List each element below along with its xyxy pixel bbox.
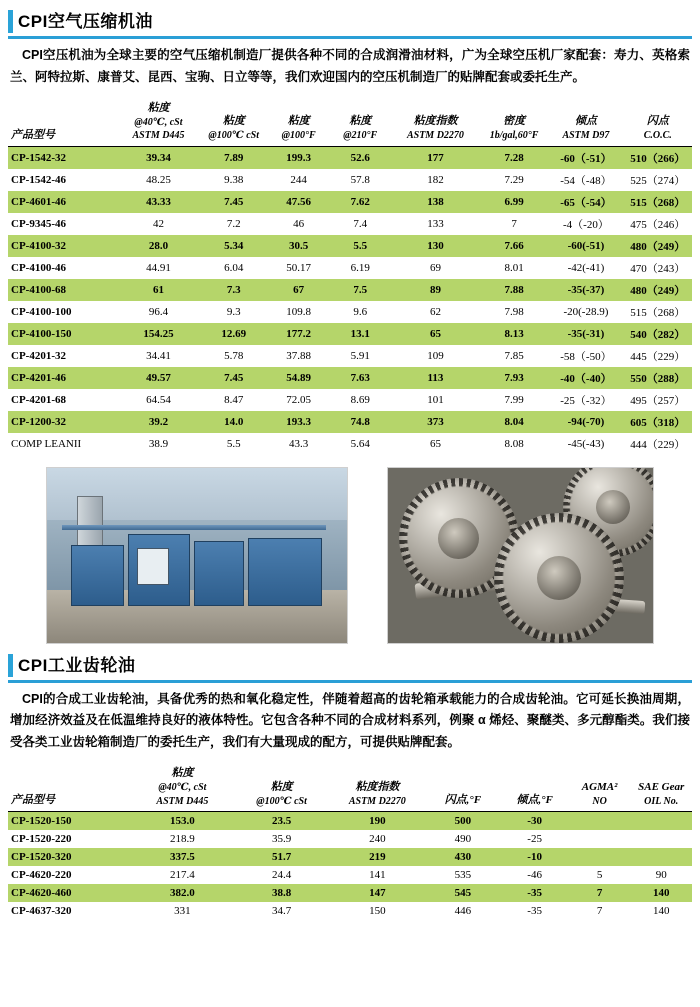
cell-viscosity-100f: 47.56 [268,191,330,213]
cell-product-model: COMP LEANII [11,437,82,450]
cell-pour-point: -94(-70) [548,411,623,433]
cell-pour-point: -54（-48） [560,174,612,187]
photo-pipe [62,525,326,530]
cell-viscosity-40c: 218.9 [170,833,195,846]
th-viscosity-100f: 粘度 @100°F [281,115,316,142]
air-compressor-oil-table [8,99,692,455]
cell-pour-point: -30 [500,812,568,831]
industrial-gear-oil-table [8,764,692,920]
cell-viscosity-210f: 5.91 [350,349,370,362]
cell-density: 7.28 [480,146,548,169]
cell-pour-point: -35 [527,905,542,918]
th-flash-point: 闪点 C.O.C. [643,115,672,142]
th-flash-point: 闪点,°F [444,794,482,807]
cell-viscosity-100f: 193.3 [268,411,330,433]
cell-viscosity-100c: 9.3 [226,305,241,318]
cell-sae-gear-oil-no [630,812,692,831]
cell-product-model: CP-4100-32 [8,235,117,257]
cell-flash-point: 605（318） [624,411,692,433]
cell-viscosity-index: 109 [427,349,444,362]
cell-density: 7.99 [504,393,524,406]
heading-accent-bar [8,10,13,33]
cell-product-model: CP-1542-46 [11,173,66,186]
th-viscosity-index: 粘度指数 ASTM D2270 [406,115,464,142]
cell-viscosity-40c: 28.0 [117,235,199,257]
cell-viscosity-40c: 153.0 [131,812,234,831]
cell-viscosity-index: 138 [391,191,480,213]
cell-density: 7.66 [480,235,548,257]
table2-header-row [8,764,692,811]
cell-viscosity-40c: 96.4 [148,305,169,318]
cell-viscosity-210f: 5.5 [329,235,391,257]
cell-viscosity-index: 62 [429,305,441,318]
cell-flash-point: 480（249） [624,279,692,301]
industrial-gear-oil-table-wrap [8,764,692,920]
cell-viscosity-100c: 7.3 [200,279,268,301]
cell-pour-point: -58（-50） [560,350,612,363]
cell-viscosity-210f: 8.69 [350,393,370,406]
cell-viscosity-40c: 38.9 [148,437,169,450]
cell-pour-point: -65（-54） [548,191,623,213]
cell-flash-point: 445（229） [630,350,686,363]
cell-viscosity-100f: 244 [290,173,307,186]
cell-sae-gear-oil-no [630,830,692,848]
cell-viscosity-100f: 177.2 [268,323,330,345]
cell-viscosity-210f: 7.4 [353,217,368,230]
th-product-model: 产品型号 [11,794,55,807]
table-row [8,367,692,389]
cell-flash-point: 515（268） [624,191,692,213]
cell-viscosity-210f: 57.8 [350,173,370,186]
cell-viscosity-210f: 52.6 [329,146,391,169]
cell-pour-point: -4（-20） [563,218,609,231]
table-row [8,848,692,866]
cell-viscosity-index: 113 [391,367,480,389]
air-compressor-plant-photo [46,467,348,644]
cell-pour-point: -35 [500,884,568,902]
cell-viscosity-40c: 49.57 [117,367,199,389]
cell-viscosity-index: 150 [369,905,386,918]
photo-control-panel [137,548,169,585]
table-row [8,169,692,191]
th-viscosity-210f: 粘度 @210°F [343,115,378,142]
cell-pour-point: -25（-32） [560,394,612,407]
cell-flash-point: 490 [454,833,472,846]
cell-density: 7.85 [504,349,524,362]
cell-product-model: CP-1520-320 [8,848,131,866]
cell-viscosity-100c: 23.5 [234,812,330,831]
cell-product-model: CP-4100-68 [8,279,117,301]
cell-viscosity-index: 373 [391,411,480,433]
table1-head [8,99,692,146]
th-viscosity-40c: 粘度 @40℃, cSt ASTM D445 [132,101,185,142]
cell-viscosity-40c: 61 [117,279,199,301]
table-row [8,279,692,301]
cell-product-model: CP-9345-46 [11,217,66,230]
cell-viscosity-40c: 48.25 [146,173,171,186]
section2-intro-paragraph [10,689,690,755]
cell-viscosity-100c: 35.9 [271,833,292,846]
cell-density: 7.93 [480,367,548,389]
cell-pour-point: -35(-31) [548,323,623,345]
table1-body [8,146,692,455]
cell-viscosity-100c: 34.7 [271,905,292,918]
photo-row [8,467,692,644]
cell-viscosity-210f: 6.19 [350,261,370,274]
cell-pour-point: -46 [527,869,542,882]
th-viscosity-40c: 粘度 @40℃, cSt ASTM D445 [156,767,209,807]
table-row [8,902,692,920]
cell-viscosity-210f: 13.1 [329,323,391,345]
th-agma-no: AGMA² NO [581,780,618,807]
cell-product-model: CP-4620-460 [8,884,131,902]
cell-viscosity-100c: 12.69 [200,323,268,345]
cell-viscosity-40c: 331 [174,905,191,918]
cell-pour-point: -40（-40） [548,367,623,389]
cell-product-model: CP-4601-46 [8,191,117,213]
cell-product-model: CP-1200-32 [8,411,117,433]
cell-product-model: CP-4620-220 [11,869,72,882]
table2-body [8,812,692,921]
th-sae-gear-oil-no: SAE Gear OIL No. [638,780,685,807]
cell-viscosity-index: 65 [429,437,441,450]
cell-viscosity-index: 141 [369,869,386,882]
table2-head [8,764,692,811]
cell-viscosity-100c: 51.7 [234,848,330,866]
cell-viscosity-210f: 9.6 [353,305,368,318]
table-row [8,235,692,257]
cell-viscosity-index: 182 [427,173,444,186]
cell-flash-point: 550（288） [624,367,692,389]
cell-flash-point: 510（266） [624,146,692,169]
cell-pour-point: -60(-51) [548,235,623,257]
cell-flash-point: 545 [425,884,500,902]
cell-viscosity-210f: 5.64 [350,437,370,450]
cell-pour-point: -60（-51） [548,146,623,169]
cell-flash-point: 495（257） [630,394,686,407]
cell-viscosity-40c: 217.4 [170,869,195,882]
air-compressor-oil-table-wrap [8,99,692,455]
cell-agma-no [569,812,631,831]
cell-viscosity-100c: 7.2 [226,217,241,230]
photo-gear-teeth [494,513,624,643]
section1-intro-paragraph [10,45,690,89]
cell-viscosity-100c: 8.47 [224,393,244,406]
table-row [8,389,692,411]
cell-density: 8.08 [504,437,524,450]
th-pour-point: 倾点 ASTM D97 [562,115,610,142]
cell-viscosity-index: 147 [329,884,425,902]
cell-product-model: CP-4201-32 [11,349,66,362]
cell-viscosity-210f: 7.63 [329,367,391,389]
table-row [8,830,692,848]
cell-viscosity-100c: 7.45 [200,367,268,389]
cell-flash-point: 430 [425,848,500,866]
cell-viscosity-40c: 337.5 [131,848,234,866]
cell-viscosity-40c: 43.33 [117,191,199,213]
cell-viscosity-40c: 42 [152,217,164,230]
product-datasheet-page [0,10,700,1007]
section-heading-air-compressor-oil [8,10,692,39]
cell-product-model: CP-4201-46 [8,367,117,389]
cell-viscosity-100f: 67 [268,279,330,301]
cell-sae-gear-oil-no: 90 [655,869,667,882]
cell-viscosity-index: 177 [391,146,480,169]
cell-flash-point: 444（229） [630,438,686,451]
cell-flash-point: 500 [425,812,500,831]
cell-viscosity-100c: 24.4 [271,869,292,882]
cell-agma-no [569,848,631,866]
cell-viscosity-index: 130 [391,235,480,257]
cell-viscosity-100c: 9.38 [224,173,244,186]
industrial-gears-photo [387,467,654,644]
cell-viscosity-100c: 6.04 [224,261,244,274]
cell-flash-point: 525（274） [630,174,686,187]
cell-product-model: CP-4637-320 [11,905,72,918]
table-row [8,323,692,345]
cell-viscosity-100f: 50.17 [286,261,312,274]
table-row [8,213,692,235]
cell-agma-no: 5 [596,869,603,882]
cell-viscosity-100c: 5.5 [226,437,241,450]
table-row [8,146,692,169]
table-row [8,866,692,884]
table-row [8,345,692,367]
photo-gear [494,513,624,643]
cell-density: 7.98 [504,305,524,318]
cell-pour-point: -35(-37) [548,279,623,301]
cell-pour-point: -45(-43) [567,437,605,450]
cell-viscosity-100c: 5.34 [200,235,268,257]
cell-viscosity-index: 133 [427,217,444,230]
cell-viscosity-index: 190 [329,812,425,831]
table-row [8,812,692,831]
cell-viscosity-100f: 72.05 [286,393,312,406]
cell-density: 8.13 [480,323,548,345]
cell-agma-no [569,830,631,848]
cell-viscosity-100f: 30.5 [268,235,330,257]
photo-duct [77,496,103,551]
cell-product-model: CP-4100-150 [8,323,117,345]
cell-viscosity-210f: 7.62 [329,191,391,213]
cell-sae-gear-oil-no: 140 [652,905,670,918]
cell-flash-point: 540（282） [624,323,692,345]
cell-viscosity-100f: 54.89 [268,367,330,389]
section-title: CPI空气压缩机油 [18,12,153,31]
cell-viscosity-210f: 74.8 [329,411,391,433]
section-title: CPI工业齿轮油 [18,655,136,675]
cell-density: 7.29 [504,173,524,186]
cell-viscosity-40c: 382.0 [131,884,234,902]
cell-flash-point: 515（268） [630,306,686,319]
photo-compressor-unit [248,538,322,607]
cell-pour-point: -20(-28.9) [563,305,609,318]
photo-compressor-unit [194,541,244,606]
cell-viscosity-index: 89 [391,279,480,301]
cell-product-model: CP-4100-100 [11,305,72,318]
heading-accent-bar [8,654,13,677]
cell-viscosity-index: 219 [329,848,425,866]
cell-viscosity-40c: 34.41 [146,349,171,362]
table-row [8,411,692,433]
section2-intro-text: CPI的合成工业齿轮油，具备优秀的热和氧化稳定性，伴随着超高的齿轮箱承载能力的合成齿轮油。它可延长换油周期，增加经济效益及在低温维持良好的液体特性。它包含各种不同的合成材料系列，例聚 α 烯烃、聚醚类、多元醇酯类。我们接受各类工业齿轮箱制造厂的委托生产，我们有大量现成的配方，可提供贴牌配套。 [10,691,690,750]
section-heading-industrial-gear-oil [8,654,692,683]
cell-viscosity-100f: 46 [293,217,305,230]
table1-header-row [8,99,692,146]
table-row [8,257,692,279]
cell-density: 7 [511,217,517,230]
cell-density: 8.04 [480,411,548,433]
cell-flash-point: 475（246） [630,218,686,231]
cell-viscosity-100c: 5.78 [224,349,244,362]
cell-viscosity-index: 69 [429,261,441,274]
cell-viscosity-index: 65 [391,323,480,345]
cell-product-model: CP-4201-68 [11,393,66,406]
cell-agma-no: 7 [596,905,603,918]
cell-viscosity-210f: 7.5 [329,279,391,301]
cell-viscosity-100f: 37.88 [286,349,312,362]
th-product-model: 产品型号 [11,128,55,141]
th-density: 密度 1b/gal,60°F [489,115,539,142]
cell-flash-point: 446 [454,905,472,918]
cell-pour-point: -42(-41) [567,261,605,274]
cell-flash-point: 470（243） [630,262,686,275]
photo-compressor-unit [71,545,124,607]
cell-viscosity-100f: 109.8 [286,305,312,318]
cell-viscosity-40c: 154.25 [117,323,199,345]
cell-viscosity-index: 240 [369,833,386,846]
table-row [8,433,692,455]
table-row [8,301,692,323]
cell-density: 8.01 [504,261,524,274]
table-row [8,191,692,213]
cell-pour-point: -25 [527,833,542,846]
cell-agma-no: 7 [569,884,631,902]
cell-viscosity-100c: 7.89 [200,146,268,169]
cell-product-model: CP-1542-32 [8,146,117,169]
th-viscosity-index: 粘度指数 ASTM D2270 [348,780,406,807]
th-pour-point: 倾点,°F [516,794,553,807]
cell-flash-point: 535 [454,869,472,882]
th-viscosity-100c: 粘度 @100℃ cSt [208,115,259,142]
cell-pour-point: -10 [500,848,568,866]
cell-viscosity-index: 101 [427,393,444,406]
cell-density: 7.88 [480,279,548,301]
cell-sae-gear-oil-no: 140 [630,884,692,902]
cell-viscosity-100f: 199.3 [268,146,330,169]
cell-product-model: CP-4100-46 [11,261,66,274]
cell-viscosity-40c: 39.2 [117,411,199,433]
cell-product-model: CP-1520-150 [8,812,131,831]
cell-sae-gear-oil-no [630,848,692,866]
cell-viscosity-40c: 64.54 [146,393,171,406]
cell-density: 6.99 [480,191,548,213]
cell-viscosity-40c: 39.34 [117,146,199,169]
cell-product-model: CP-1520-220 [11,833,72,846]
cell-viscosity-100c: 14.0 [200,411,268,433]
th-viscosity-100c: 粘度 @100℃ cSt [256,780,307,807]
cell-flash-point: 480（249） [624,235,692,257]
cell-viscosity-40c: 44.91 [146,261,171,274]
table-row [8,884,692,902]
cell-viscosity-100c: 7.45 [200,191,268,213]
cell-viscosity-100f: 43.3 [289,437,309,450]
section1-intro-text: CPI空压机油为全球主要的空气压缩机制造厂提供各种不同的合成润滑油材料，广为全球空压机厂家配套：寿力、英格索兰、阿特拉斯、康普艾、昆西、宝驹、日立等等，我们欢迎国内的空压机制造厂的贴牌配套或委托生产。 [10,48,690,84]
cell-viscosity-100c: 38.8 [234,884,330,902]
